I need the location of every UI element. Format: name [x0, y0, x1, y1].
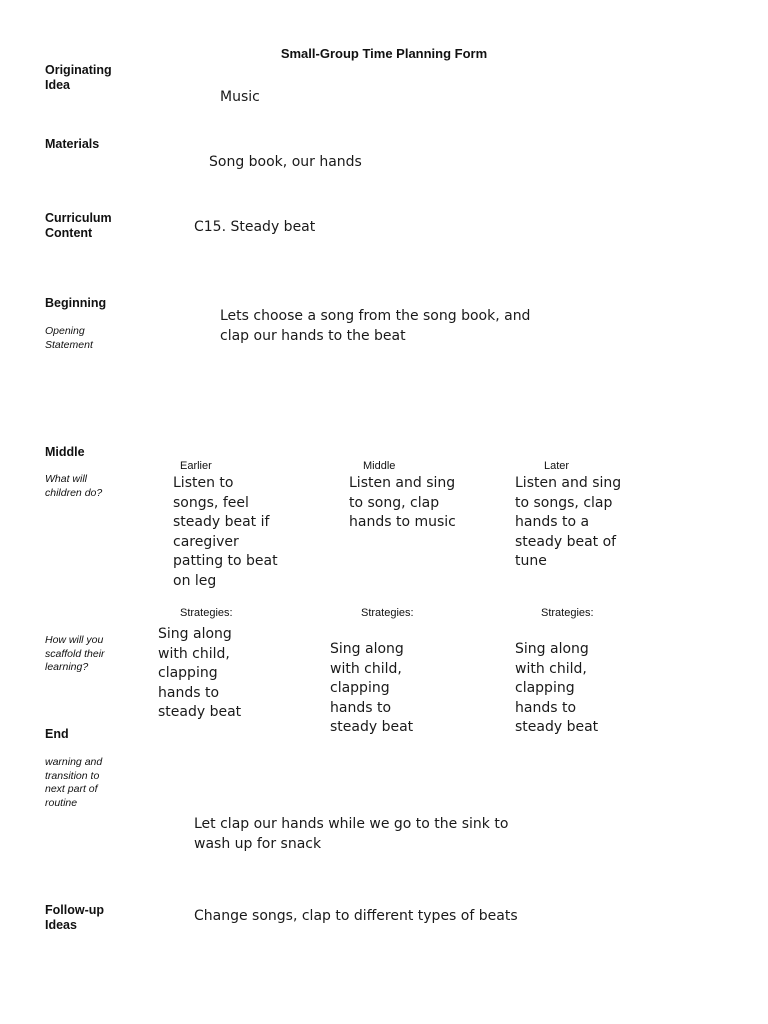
end-sublabel: warning and transition to next part of routine	[45, 756, 103, 809]
middle-earlier-heading: Earlier	[180, 460, 212, 472]
middle-middle-heading: Middle	[363, 460, 396, 472]
end-value: Let clap our hands while we go to the sink to wash up for snack	[194, 816, 509, 852]
middle-label: Middle	[45, 445, 85, 459]
curriculum-content-label: Curriculum Content	[45, 211, 112, 240]
follow-up-value: Change songs, clap to different types of beats	[194, 908, 518, 924]
middle-middle-text: Listen and sing to song, clap hands to music	[349, 475, 456, 530]
originating-idea-value: Music	[220, 89, 260, 105]
curriculum-content-value: C15. Steady beat	[194, 219, 316, 235]
originating-idea-label: Originating Idea	[45, 63, 112, 92]
materials-value: Song book, our hands	[209, 154, 362, 170]
follow-up-label: Follow-up Ideas	[45, 903, 105, 932]
strategies-later-label: Strategies:	[541, 607, 594, 619]
strategies-earlier-text: Sing along with child, clapping hands to steady beat	[158, 626, 242, 720]
middle-later-heading: Later	[544, 460, 570, 472]
middle-later-text: Listen and sing to songs, clap hands to a steady beat of tune	[515, 475, 622, 569]
beginning-value: Lets choose a song from the song book, and clap our hands to the beat	[220, 308, 531, 344]
strategies-middle-label: Strategies:	[361, 607, 414, 619]
middle-earlier-text: Listen to songs, feel steady beat if caregiver patting to beat on leg	[173, 475, 278, 589]
beginning-sublabel: Opening Statement	[45, 325, 93, 351]
middle-sublabel: What will children do?	[45, 473, 103, 499]
form-title: Small-Group Time Planning Form	[280, 46, 488, 61]
scaffold-prompt: How will you scaffold their learning?	[45, 634, 105, 673]
end-label: End	[45, 727, 69, 741]
beginning-label: Beginning	[45, 296, 107, 310]
strategies-middle-text: Sing along with child, clapping hands to steady beat	[330, 641, 414, 735]
strategies-earlier-label: Strategies:	[180, 607, 233, 619]
strategies-later-text: Sing along with child, clapping hands to steady beat	[515, 641, 599, 735]
materials-label: Materials	[45, 137, 100, 151]
